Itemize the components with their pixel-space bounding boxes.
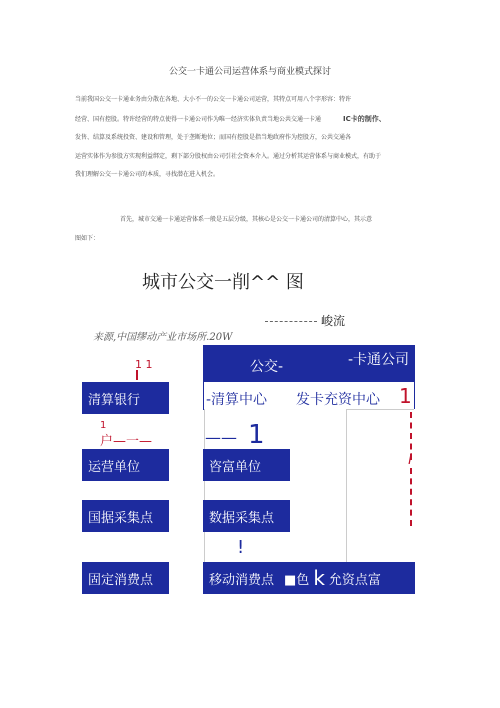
figure-subtitle: 峻流 [265,312,345,329]
intro-line-3: 发售、结算及系统投资、建设和管理，处于垄断地位；而国有控股是指当地政府作为控股方，公共交通各 [75,134,352,141]
fixed-pos-box: 固定消费点 [82,562,169,594]
card-issue-center: 发卡充资中心 [296,392,380,408]
connector-c [410,468,412,526]
figure-source: 来源,中国缪动产业市场所.20W [93,332,233,343]
data-collection-box-b: 数据采集点 [203,500,290,532]
mark-1: 1 1 [135,358,153,371]
rich-unit-box: 咨富单位 [203,449,290,481]
intro-line-4: 运营实体作为参股方实现利益绑定，剩下部分股权由公司引社会资本介入。通过分析其运营体系与商业模式，有助于 [75,152,382,160]
mark-8: ! [237,537,245,558]
company-label-a: 公交- [250,359,284,375]
paragraph-first [75,211,425,248]
divider-horizontal [346,409,414,410]
mark-7: i [408,452,412,468]
paragraph-intro [75,91,425,185]
first-line-1: 首先，城市交通一卡通运营体系一般是五层分级，其核心是公交一卡通公司的清算中心，其示意 [120,216,373,223]
figure-title: 城市公交一削^^ 图 [142,272,304,293]
document-title: 公交一卡通公司运营体系与商业模式探讨 [168,67,331,77]
mark-2: 1 [100,420,107,431]
intro-line-1: 当前我国公交一卡通业务由分散在各地、大小不一的公交一卡通公司运营，其特点可用八个字形容：特许 [75,96,352,103]
intro-line-2: 经营、国有控股。特许经营的特点使得一卡通公司作为唯一经济实体负责当地公共交通一卡通 IC卡的制作、 [75,114,386,123]
mobile-pos-box: 移动消费点 ■色 k 允资点富 [203,562,415,594]
operator-box: 运营单位 [82,449,169,481]
connector-b [410,412,412,460]
clearing-bank-box: 清算银行 [82,382,169,414]
clearing-center: -清算中心 [206,392,268,408]
ic-label: IC卡的制作、 [343,114,386,123]
connector-a [136,370,138,380]
mark-6: 1 [399,384,412,408]
mark-5: 1 [248,420,265,450]
first-line-2: 图如下： [75,234,100,242]
mark-4: —— [205,428,237,447]
intro-line-5: 我们理解公交一卡通公司的本质，寻找潜在进入机会。 [75,171,220,178]
data-collection-box-a: 国据采集点 [82,500,169,532]
company-label-b: -卡通公司 [348,352,410,368]
mark-3: 户—一— [100,434,153,449]
